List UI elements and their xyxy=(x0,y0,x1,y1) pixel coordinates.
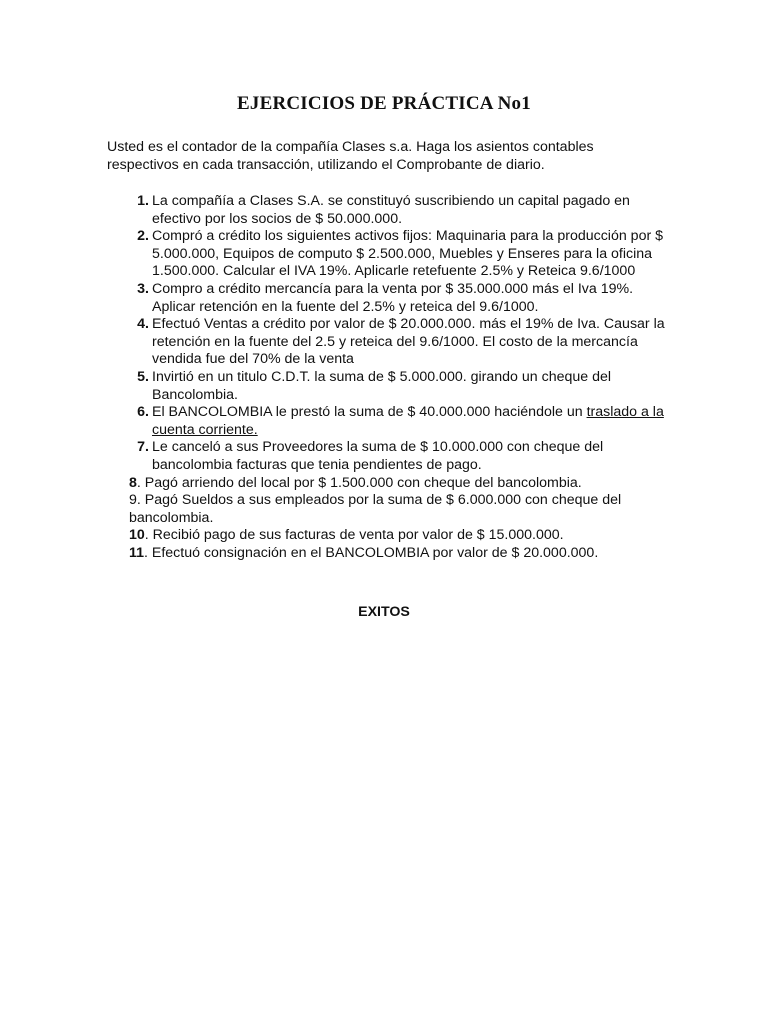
list-item xyxy=(107,316,667,369)
item-number: 3. xyxy=(137,280,149,297)
item-number: 6. xyxy=(137,404,149,421)
item-text: . Pagó arriendo del local por $ 1.500.000 con cheque del bancolombia. xyxy=(136,474,582,491)
list-item xyxy=(107,404,667,439)
item-text xyxy=(152,404,667,439)
list-item xyxy=(107,193,667,228)
item-text: Efectuó Ventas a crédito por valor de $ 20.000.000. más el 19% de Iva. Causar la retención en la fuente del 2.5 y reteica del 9.6/1000. El costo de la mercancía vendida fue del 70% de la venta xyxy=(152,316,665,368)
item-text: Compro a crédito mercancía para la venta por $ 35.000.000 más el Iva 19%. Aplicar retención en la fuente del 2.5% y reteica del 9.6/1000. xyxy=(152,280,634,315)
intro-paragraph: Usted es el contador de la compañía Clases s.a. Haga los asientos contables respectivos en cada transacción, utilizando el Comprobante de diario. xyxy=(107,139,594,173)
item-text: Compró a crédito los siguientes activos fijos: Maquinaria para la producción por $ 5.000.000, Equipos de computo $ 2.500.000, Muebles y Enseres para la oficina 1.500.000. Calcular el IVA 19%. Aplicarle retefuente 2.5% y Reteica 9.6/1000 xyxy=(152,228,664,280)
item-number: 10 xyxy=(129,527,145,544)
item-number: 7. xyxy=(137,439,149,456)
list-item xyxy=(107,369,667,404)
item-number: 2. xyxy=(137,228,149,245)
item-text: La compañía a Clases S.A. se constituyó suscribiendo un capital pagado en efectivo por los socios de $ 50.000.000. xyxy=(152,193,630,227)
list-item xyxy=(107,475,667,493)
item-text: 9. Pagó Sueldos a sus empleados por la suma de $ 6.000.000 con cheque del bancolombia. xyxy=(129,492,622,526)
list-item xyxy=(107,439,667,474)
closing-text: EXITOS xyxy=(358,604,410,620)
list-item xyxy=(107,492,667,527)
item-number: 11 xyxy=(129,544,144,561)
list-item xyxy=(107,527,667,545)
item-text: Le canceló a sus Proveedores la suma de $ 10.000.000 con cheque del bancolombia facturas que tenia pendientes de pago. xyxy=(152,439,604,473)
item-text: . Recibió pago de sus facturas de venta por valor de $ 15.000.000. xyxy=(144,527,564,544)
list-item xyxy=(107,281,667,316)
underlined-text: traslado a la cuenta corriente. xyxy=(152,404,664,438)
item-number: 1. xyxy=(137,193,149,209)
item-number: 8 xyxy=(129,474,137,491)
item-number: 5. xyxy=(137,368,149,385)
list-item xyxy=(107,545,667,563)
item-text: Invirtió en un titulo C.D.T. la suma de $ 5.000.000. girando un cheque del Bancolombia. xyxy=(152,368,612,403)
list-item xyxy=(107,228,667,281)
item-text-part: El BANCOLOMBIA le prestó la suma de $ 40.000.000 haciéndole un xyxy=(152,404,587,421)
document-title: EJERCICIOS DE PRÁCTICA No1 xyxy=(237,93,531,114)
item-number: 4. xyxy=(137,316,149,333)
item-text: . Efectuó consignación en el BANCOLOMBIA por valor de $ 20.000.000. xyxy=(144,544,599,561)
exercise-list xyxy=(107,193,667,562)
